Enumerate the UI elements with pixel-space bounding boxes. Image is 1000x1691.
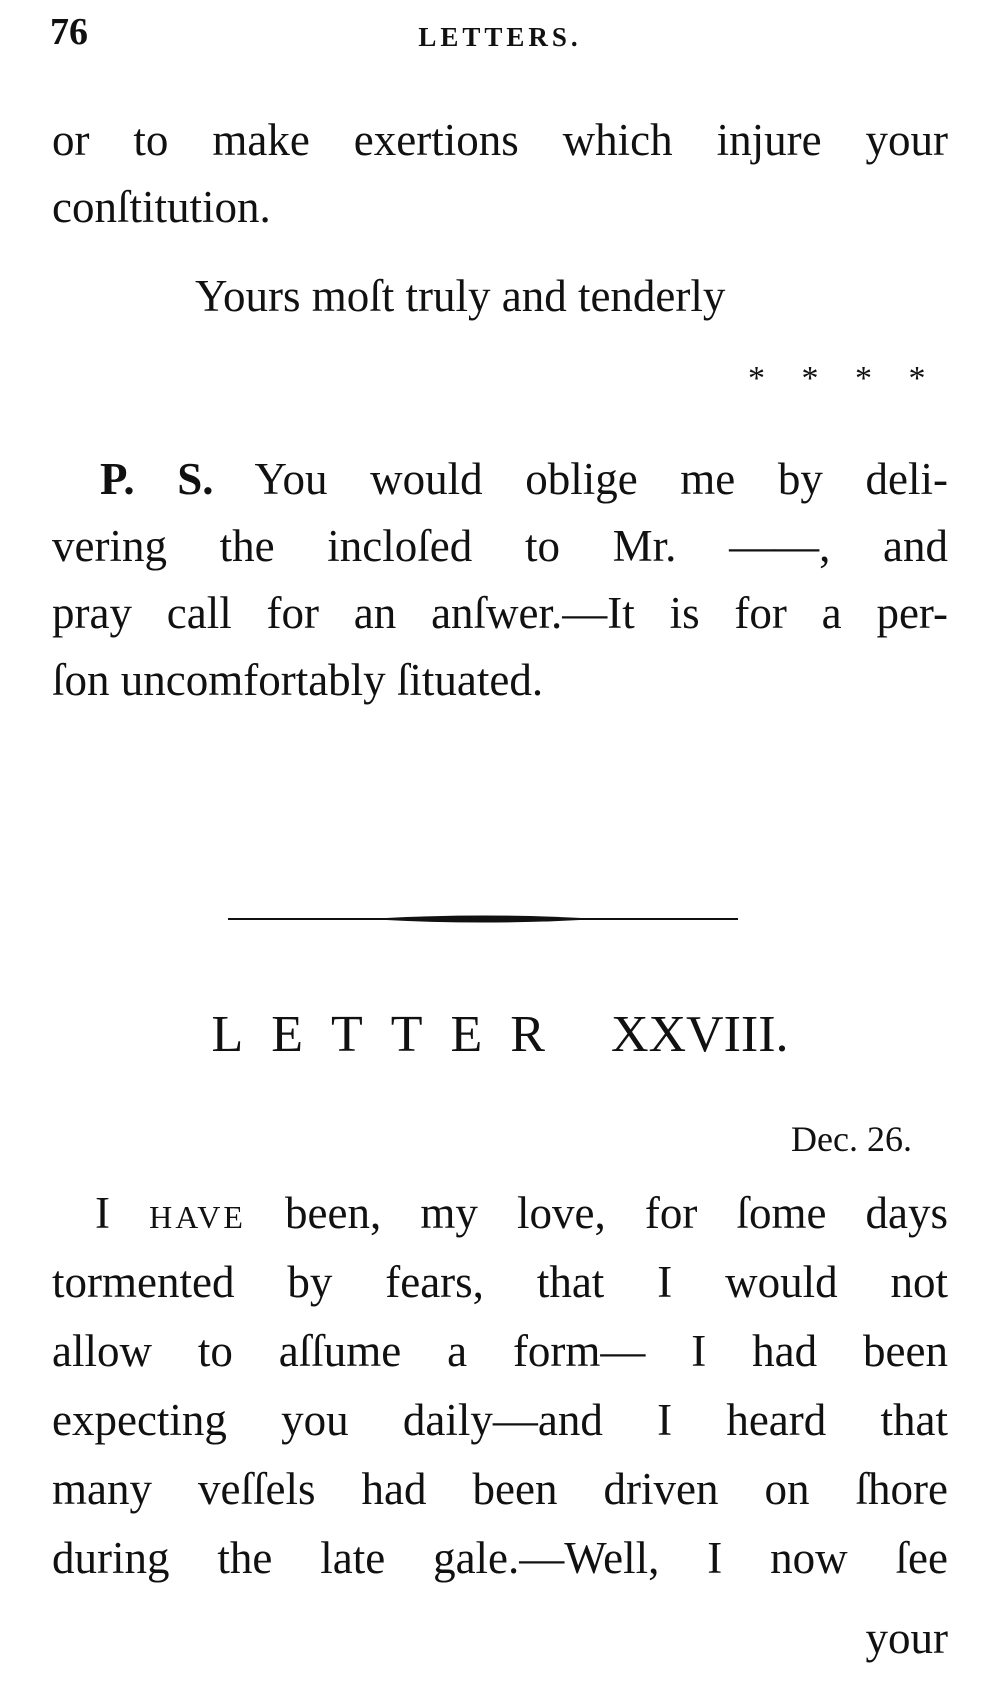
letter-opening-line [95, 1178, 948, 1248]
postscript-label: P. S. [100, 454, 214, 504]
ornamental-divider [228, 912, 738, 926]
postscript-first-line [100, 444, 948, 514]
letter-line: many veſſels had been driven on ſhore [52, 1464, 948, 1514]
postscript-line: vering the incloſed to Mr. ——, and [52, 521, 948, 571]
signature-asterisks: * * * * [748, 360, 940, 397]
opening-word: I [95, 1188, 110, 1238]
closing-line: Yours moſt truly and tenderly [195, 271, 726, 321]
letter-line: allow to aſſume a form— I had been [52, 1326, 948, 1376]
catchword: your [865, 1613, 948, 1663]
postscript-line: pray call for an anſwer.—It is for a per- [52, 588, 948, 638]
page-number: 76 [50, 11, 88, 53]
opening-smallcaps: have [149, 1188, 246, 1238]
postscript-line: ſon uncomfortably ſituated. [52, 655, 544, 705]
letter-heading-number: XXVIII. [610, 1006, 789, 1063]
running-head: LETTERS. [418, 22, 582, 52]
text-line: conſtitution. [52, 182, 271, 232]
letter-date: Dec. 26. [791, 1119, 912, 1159]
opening-text: been, my love, for ſome days [285, 1188, 949, 1238]
letter-line: during the late gale.—Well, I now ſee [52, 1533, 948, 1583]
letter-heading-word: LETTER [211, 1006, 573, 1063]
letter-line: expecting you daily—and I heard that [52, 1395, 948, 1445]
postscript-text: You would oblige me by deli- [254, 454, 948, 504]
text-line: or to make exertions which injure your [52, 115, 948, 165]
letter-line: tormented by fears, that I would not [52, 1257, 948, 1307]
letter-heading [0, 1005, 1000, 1064]
